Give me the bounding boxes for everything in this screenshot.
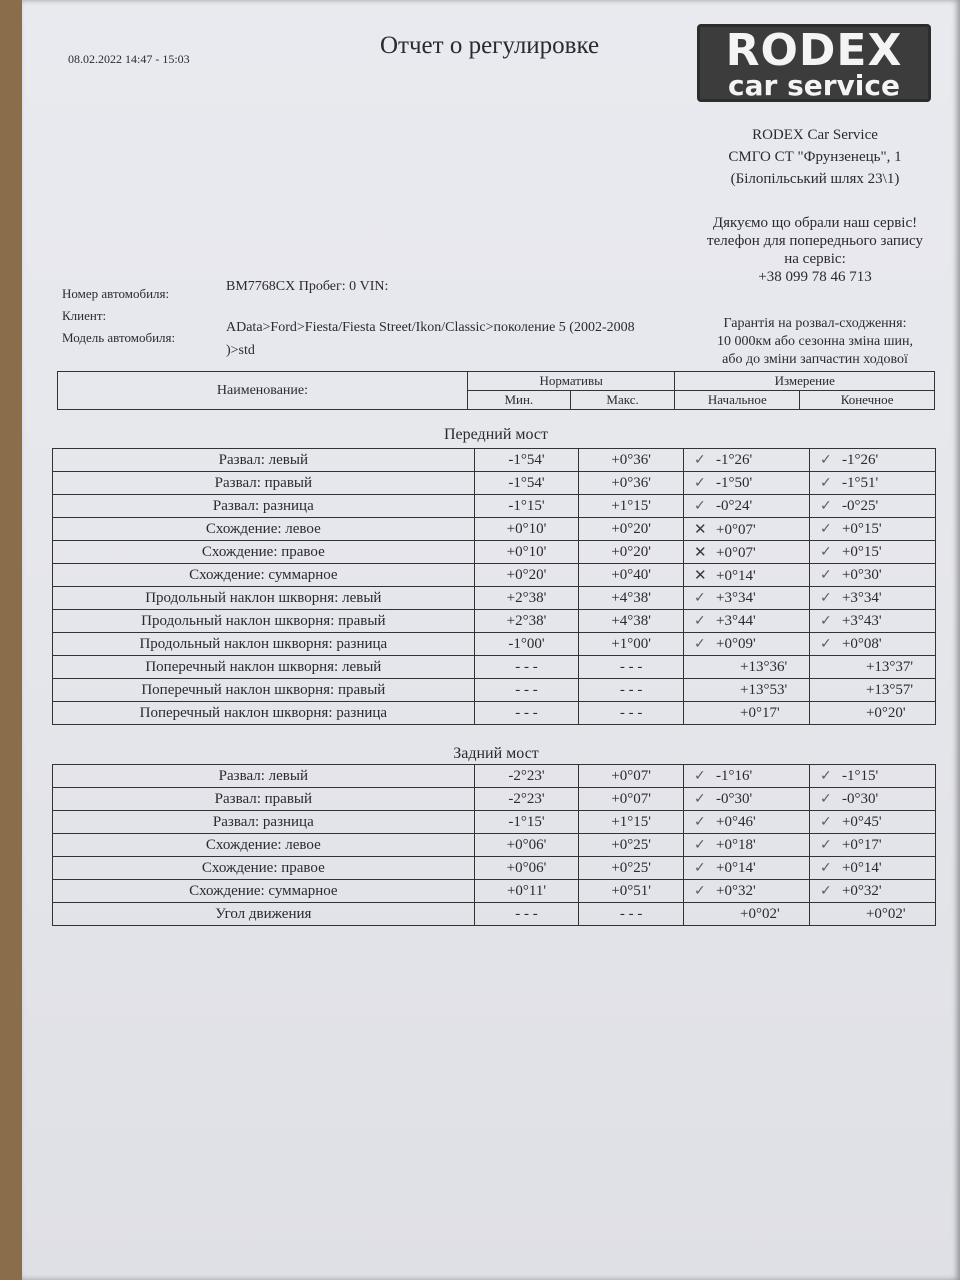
header-name: Наименование: xyxy=(58,372,468,410)
table-row xyxy=(53,472,936,495)
norm-max: +1°00' xyxy=(579,633,684,656)
initial-value: +0°07' xyxy=(715,544,756,561)
check-icon: ✓ xyxy=(693,635,706,652)
table-row xyxy=(53,518,936,541)
measure-initial xyxy=(683,541,809,564)
header-norms: Нормативы xyxy=(467,372,675,391)
measure-final xyxy=(809,633,935,656)
measure-final xyxy=(809,495,935,518)
report-datetime: 08.02.2022 14:47 - 15:03 xyxy=(68,52,190,66)
param-name: Развал: разница xyxy=(53,495,475,518)
norm-min: - - - xyxy=(474,656,579,679)
measure-final xyxy=(809,587,935,610)
param-name: Продольный наклон шкворня: разница xyxy=(53,633,475,656)
measure-initial xyxy=(683,587,809,610)
table-row xyxy=(53,702,936,725)
param-name: Схождение: правое xyxy=(53,541,475,564)
norm-max: +4°38' xyxy=(579,587,684,610)
measure-initial xyxy=(683,518,809,541)
measure-initial xyxy=(683,880,809,903)
param-name: Развал: разница xyxy=(53,811,475,834)
measure-initial xyxy=(683,857,809,880)
param-name: Продольный наклон шкворня: левый xyxy=(53,587,475,610)
page-title: Отчет о регулировке xyxy=(380,32,600,59)
norm-min: - - - xyxy=(474,903,579,926)
initial-value: +13°53' xyxy=(739,681,788,698)
norm-min: - - - xyxy=(474,679,579,702)
check-icon: ✓ xyxy=(819,451,832,468)
check-icon: ✓ xyxy=(819,474,832,491)
check-icon: ✓ xyxy=(693,451,706,468)
measure-initial xyxy=(683,472,809,495)
initial-value: +3°44' xyxy=(715,612,756,629)
initial-value: +0°14' xyxy=(715,567,756,584)
norm-min: +0°11' xyxy=(474,880,579,903)
measure-initial xyxy=(683,564,809,587)
model-label: Модель автомобиля: xyxy=(62,330,176,345)
measure-initial xyxy=(683,449,809,472)
measure-final xyxy=(809,449,935,472)
final-value: +0°02' xyxy=(865,905,906,922)
measure-initial xyxy=(683,702,809,725)
table-row xyxy=(53,449,936,472)
measure-final xyxy=(809,903,935,926)
initial-value: +0°07' xyxy=(715,521,756,538)
norm-max: - - - xyxy=(579,702,684,725)
final-value: +0°15' xyxy=(841,543,882,560)
thanks-line-3: на сервіс: xyxy=(784,251,846,267)
table-row xyxy=(53,834,936,857)
measure-final xyxy=(809,788,935,811)
norm-max: +0°07' xyxy=(579,765,684,788)
thanks-line-1: Дякуємо що обрали наш сервіс! xyxy=(712,215,918,231)
header-max: Макс. xyxy=(570,391,675,410)
rear-axle-title: Задний мост xyxy=(453,745,539,762)
table-header xyxy=(57,371,935,410)
final-value: +0°30' xyxy=(841,566,882,583)
param-name: Поперечный наклон шкворня: разница xyxy=(53,702,475,725)
initial-value: -1°16' xyxy=(715,767,753,784)
norm-max: +0°51' xyxy=(579,880,684,903)
front-axle-title: Передний мост xyxy=(444,426,548,443)
measure-final xyxy=(809,702,935,725)
check-icon: ✓ xyxy=(693,497,706,514)
final-value: +0°08' xyxy=(841,635,882,652)
final-value: +13°57' xyxy=(865,681,914,698)
rear-axle-table xyxy=(52,764,936,926)
header-initial: Начальное xyxy=(675,391,800,410)
final-value: +0°20' xyxy=(865,704,906,721)
param-name: Схождение: левое xyxy=(53,518,475,541)
norm-min: +0°10' xyxy=(474,518,579,541)
final-value: +0°45' xyxy=(841,813,882,830)
final-value: -0°25' xyxy=(841,497,879,514)
measure-initial xyxy=(683,765,809,788)
measure-initial xyxy=(683,495,809,518)
norm-max: +0°36' xyxy=(579,449,684,472)
final-value: +3°43' xyxy=(841,612,882,629)
check-icon: ✓ xyxy=(819,859,832,876)
norm-max: - - - xyxy=(579,903,684,926)
measure-initial xyxy=(683,811,809,834)
check-icon: ✓ xyxy=(693,589,706,606)
cross-icon: ✕ xyxy=(693,565,707,584)
norm-max: +0°07' xyxy=(579,788,684,811)
cross-icon: ✕ xyxy=(693,519,707,538)
norm-max: +0°25' xyxy=(579,857,684,880)
company-address-1: СМГО СТ "Фрунзенець", 1 xyxy=(728,149,902,165)
warranty-line-1: Гарантія на розвал-сходження: xyxy=(723,316,907,331)
param-name: Схождение: левое xyxy=(53,834,475,857)
table-row xyxy=(53,541,936,564)
measure-final xyxy=(809,610,935,633)
final-value: -1°15' xyxy=(841,767,879,784)
company-phone: +38 099 78 46 713 xyxy=(758,269,872,285)
check-icon: ✓ xyxy=(819,543,832,560)
param-name: Схождение: суммарное xyxy=(53,880,475,903)
check-icon: ✓ xyxy=(819,635,832,652)
measure-final xyxy=(809,857,935,880)
measure-initial xyxy=(683,633,809,656)
header-final: Конечное xyxy=(800,391,935,410)
measure-final xyxy=(809,518,935,541)
initial-value: +0°09' xyxy=(715,635,756,652)
check-icon: ✓ xyxy=(819,497,832,514)
param-name: Поперечный наклон шкворня: левый xyxy=(53,656,475,679)
measure-initial xyxy=(683,656,809,679)
measure-final xyxy=(809,765,935,788)
warranty-line-2: 10 000км або сезонна зміна шин, xyxy=(717,334,913,349)
param-name: Схождение: суммарное xyxy=(53,564,475,587)
norm-min: +0°20' xyxy=(474,564,579,587)
param-name: Поперечный наклон шкворня: правый xyxy=(53,679,475,702)
check-icon: ✓ xyxy=(693,790,706,807)
table-row xyxy=(53,880,936,903)
norm-min: -1°54' xyxy=(474,472,579,495)
measure-final xyxy=(809,834,935,857)
table-row xyxy=(53,811,936,834)
param-name: Схождение: правое xyxy=(53,857,475,880)
client-label: Клиент: xyxy=(62,308,107,323)
norm-min: -2°23' xyxy=(474,765,579,788)
measure-final xyxy=(809,541,935,564)
norm-max: +4°38' xyxy=(579,610,684,633)
measure-final xyxy=(809,564,935,587)
plate-label: Номер автомобиля: xyxy=(62,286,170,301)
check-icon: ✓ xyxy=(693,836,706,853)
table-row xyxy=(53,857,936,880)
check-icon: ✓ xyxy=(819,813,832,830)
measure-initial xyxy=(683,679,809,702)
thanks-line-2: телефон для попереднього запису xyxy=(707,233,923,249)
initial-value: +0°02' xyxy=(739,905,780,922)
measure-final xyxy=(809,472,935,495)
initial-value: +0°14' xyxy=(715,859,756,876)
check-icon: ✓ xyxy=(693,612,706,629)
param-name: Развал: левый xyxy=(53,765,475,788)
norm-min: +0°10' xyxy=(474,541,579,564)
initial-value: +0°32' xyxy=(715,882,756,899)
check-icon: ✓ xyxy=(819,612,832,629)
front-axle-table xyxy=(52,448,936,725)
measure-final xyxy=(809,880,935,903)
norm-max: +0°36' xyxy=(579,472,684,495)
logo-line2: car service xyxy=(728,69,900,102)
table-row xyxy=(53,679,936,702)
table-row xyxy=(53,587,936,610)
norm-max: - - - xyxy=(579,679,684,702)
param-name: Продольный наклон шкворня: правый xyxy=(53,610,475,633)
warranty-note xyxy=(690,315,940,369)
rodex-logo xyxy=(697,24,931,102)
final-value: -1°26' xyxy=(841,451,879,468)
measure-final xyxy=(809,811,935,834)
norm-min: +2°38' xyxy=(474,610,579,633)
check-icon: ✓ xyxy=(693,882,706,899)
measure-initial xyxy=(683,834,809,857)
initial-value: +3°34' xyxy=(715,589,756,606)
measure-final xyxy=(809,679,935,702)
norm-min: +0°06' xyxy=(474,834,579,857)
table-row xyxy=(53,656,936,679)
param-name: Развал: правый xyxy=(53,788,475,811)
initial-value: +0°17' xyxy=(739,704,780,721)
norm-min: -2°23' xyxy=(474,788,579,811)
check-icon: ✓ xyxy=(819,767,832,784)
table-row xyxy=(53,903,936,926)
check-icon: ✓ xyxy=(819,520,832,537)
table-row xyxy=(53,495,936,518)
final-value: +0°32' xyxy=(841,882,882,899)
table-row xyxy=(53,765,936,788)
norm-min: +2°38' xyxy=(474,587,579,610)
check-icon: ✓ xyxy=(819,589,832,606)
table-row xyxy=(53,788,936,811)
table-row xyxy=(53,610,936,633)
param-name: Развал: правый xyxy=(53,472,475,495)
norm-max: +0°25' xyxy=(579,834,684,857)
header-min: Мин. xyxy=(467,391,570,410)
final-value: -0°30' xyxy=(841,790,879,807)
norm-min: -1°54' xyxy=(474,449,579,472)
measure-initial xyxy=(683,903,809,926)
initial-value: +0°46' xyxy=(715,813,756,830)
measure-initial xyxy=(683,788,809,811)
norm-min: -1°00' xyxy=(474,633,579,656)
check-icon: ✓ xyxy=(693,767,706,784)
initial-value: -1°50' xyxy=(715,474,753,491)
norm-max: +1°15' xyxy=(579,495,684,518)
header-measure: Измерение xyxy=(675,372,935,391)
norm-max: +0°20' xyxy=(579,541,684,564)
norm-min: - - - xyxy=(474,702,579,725)
final-value: -1°51' xyxy=(841,474,879,491)
table-row xyxy=(53,633,936,656)
norm-max: +0°20' xyxy=(579,518,684,541)
check-icon: ✓ xyxy=(693,474,706,491)
norm-min: -1°15' xyxy=(474,811,579,834)
norm-min: -1°15' xyxy=(474,495,579,518)
norm-max: - - - xyxy=(579,656,684,679)
final-value: +13°37' xyxy=(865,658,914,675)
company-address-2: (Білопільський шлях 23\1) xyxy=(730,171,900,187)
check-icon: ✓ xyxy=(693,813,706,830)
initial-value: -0°30' xyxy=(715,790,753,807)
final-value: +0°17' xyxy=(841,836,882,853)
check-icon: ✓ xyxy=(819,566,832,583)
param-name: Развал: левый xyxy=(53,449,475,472)
check-icon: ✓ xyxy=(819,882,832,899)
initial-value: -1°26' xyxy=(715,451,753,468)
initial-value: +0°18' xyxy=(715,836,756,853)
norm-max: +0°40' xyxy=(579,564,684,587)
logo-line1: RODEX xyxy=(725,25,903,76)
initial-value: +13°36' xyxy=(739,658,788,675)
company-info xyxy=(700,124,930,286)
check-icon: ✓ xyxy=(819,790,832,807)
model-value-2: )>std xyxy=(226,343,255,358)
final-value: +0°14' xyxy=(841,859,882,876)
check-icon: ✓ xyxy=(693,859,706,876)
norm-min: +0°06' xyxy=(474,857,579,880)
measure-initial xyxy=(683,610,809,633)
final-value: +0°15' xyxy=(841,520,882,537)
norm-max: +1°15' xyxy=(579,811,684,834)
measure-final xyxy=(809,656,935,679)
company-name: RODEX Car Service xyxy=(752,127,878,143)
warranty-line-3: або до зміни запчастин ходової xyxy=(722,352,908,367)
final-value: +3°34' xyxy=(841,589,882,606)
cross-icon: ✕ xyxy=(693,542,707,561)
table-row xyxy=(53,564,936,587)
check-icon: ✓ xyxy=(819,836,832,853)
initial-value: -0°24' xyxy=(715,497,753,514)
plate-value: BM7768CX Пробег: 0 VIN: xyxy=(226,279,389,294)
param-name: Угол движения xyxy=(53,903,475,926)
model-value-1: AData>Ford>Fiesta/Fiesta Street/Ikon/Classic>поколение 5 (2002-2008 xyxy=(226,320,635,335)
